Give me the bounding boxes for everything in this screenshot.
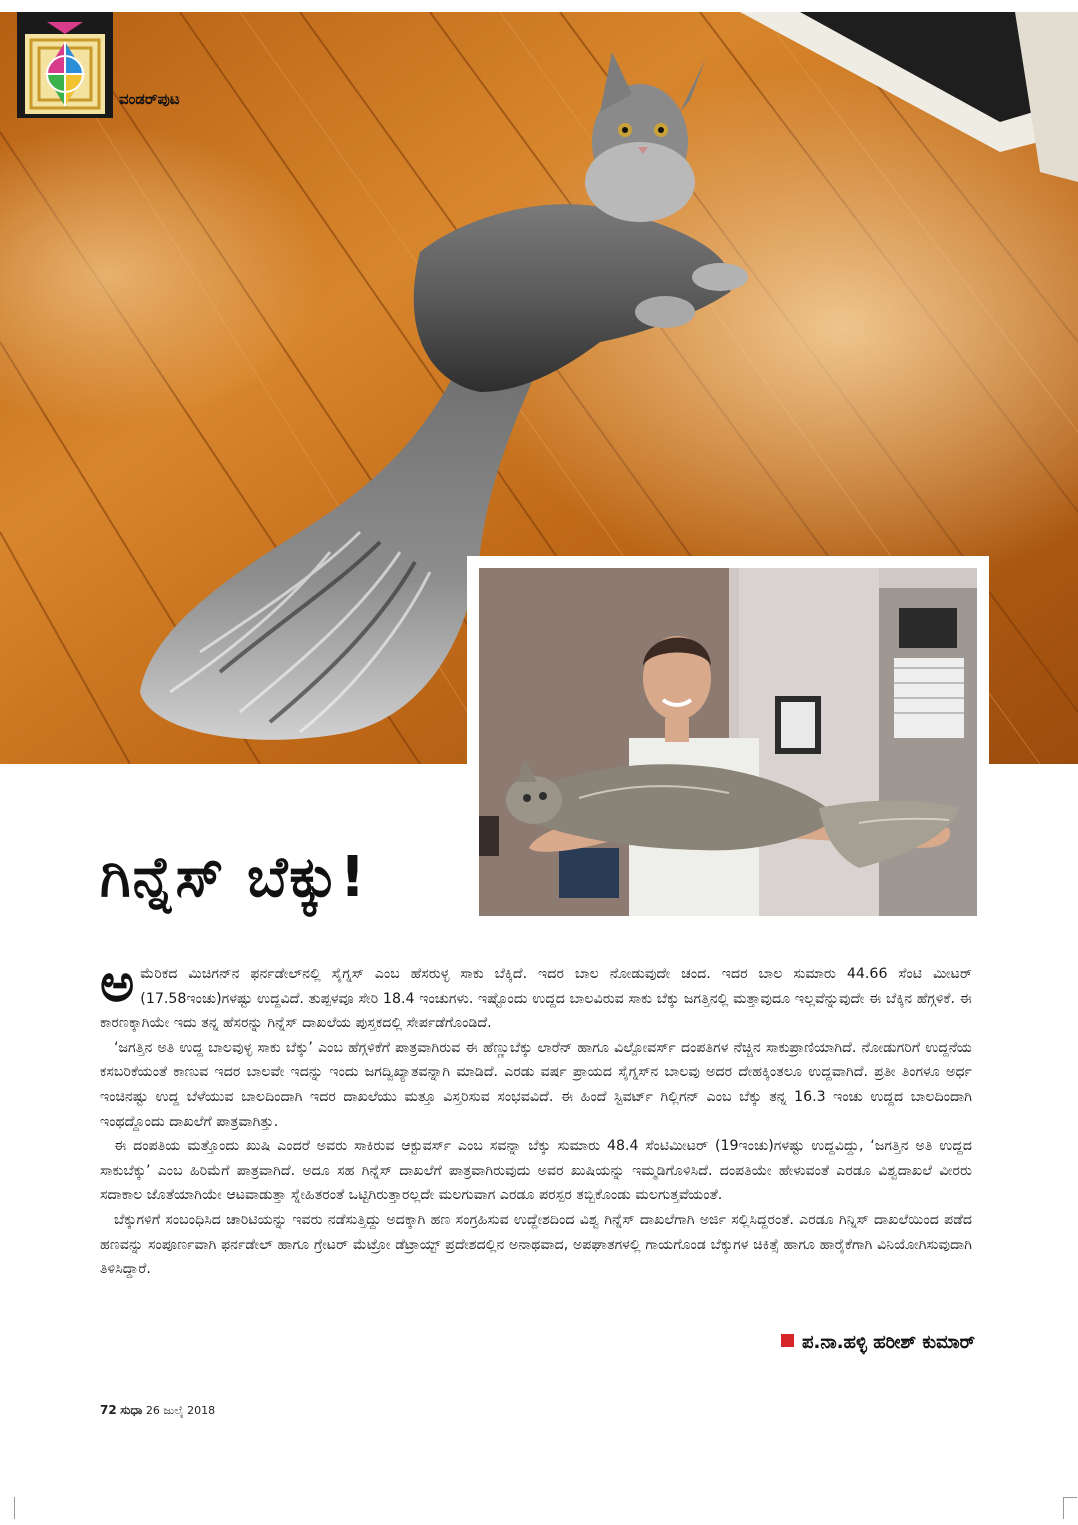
article-paragraph: ಈ ದಂಪತಿಯ ಮತ್ತೊಂದು ಖುಷಿ ಎಂದರೆ ಅವರು ಸಾಕಿರುವ ಆಕ್ಟುವರ್ಸ್ ಎಂಬ ಸವನ್ನಾ ಬೆಕ್ಕು ಸುಮಾರು 48.4 ಸೆಂಟಿಮೀಟರ್ (19ಇಂಚು)ಗಳಷ್ಟು ಉದ್ದವಿದ್ದು, ‘ಜಗತ್ತಿನ ಅತಿ ಉದ್ದದ ಸಾಕುಬೆಕ್ಕು’ ಎಂಬ ಹಿರಿಮೆಗೆ ಪಾತ್ರವಾಗಿದೆ. ಅದೂ ಸಹ ಗಿನ್ನೆಸ್ ದಾಖಲೆಗೆ ಪಾತ್ರವಾಗಿರುವುದು ಅವರ ಖುಷಿಯನ್ನು ಇಮ್ಮಡಿಗೊಳಿಸಿದೆ. ದಂಪತಿಯೇ ಹೇಳುವಂತೆ ಎರಡೂ ವಿಶ್ವದಾಖಲೆ ವೀರರು ಸದಾಕಾಲ ಜೊತೆಯಾಗಿಯೇ ಆಟವಾಡುತ್ತಾ ಸ್ನೇಹಿತರಂತೆ ಒಟ್ಟಿಗಿರುತ್ತಾರಲ್ಲದೇ ಮಲಗುವಾಗ ಎರಡೂ ಪರಸ್ಪರ ತಬ್ಬಿಕೊಂಡು ಮಲಗುತ್ತವೆಯಂತೆ.: [100, 1138, 972, 1204]
author-byline: ಪ.ನಾ.ಹಳ್ಳಿ ಹರೀಶ್ ಕುಮಾರ್: [781, 1332, 975, 1353]
crop-mark: [1063, 1497, 1064, 1519]
section-logo: [17, 12, 113, 118]
section-label: ವಂಡರ್‌ಪುಟ: [119, 90, 180, 108]
page-folio: [100, 1403, 215, 1418]
drop-cap: ಅ: [100, 954, 135, 1014]
article-body: [100, 954, 972, 1282]
inset-photo-frame: [467, 556, 989, 928]
inset-photo: [479, 568, 977, 916]
article-paragraph: ‘ಜಗತ್ತಿನ ಅತಿ ಉದ್ದ ಬಾಲವುಳ್ಳ ಸಾಕು ಬೆಕ್ಕು’ ಎಂಬ ಹೆಗ್ಗಳಿಕೆಗೆ ಪಾತ್ರವಾಗಿರುವ ಈ ಹೆಣ್ಣುಬೆಕ್ಕು ಲಾರೆನ್ ಹಾಗೂ ವಿಲ್ಪೋವರ್ಸ್ ದಂಪತಿಗಳ ನೆಚ್ಚಿನ ಸಾಕುಪ್ರಾಣಿಯಾಗಿದೆ. ನೋಡುಗರಿಗೆ ಉದ್ದನೆಯ ಕಸಬರಿಕೆಯಂತೆ ಕಾಣುವ ಇದರ ಬಾಲವೇ ಇದನ್ನು ಇಂದು ಜಗದ್ವಿಖ್ಯಾತವನ್ನಾಗಿ ಮಾಡಿದೆ. ಎರಡು ವರ್ಷ ಪ್ರಾಯದ ಸೈಗ್ನಸ್‌ನ ಬಾಲವು ಅದರ ದೇಹಕ್ಕಿಂತಲೂ ಉದ್ದವಾಗಿದೆ. ಪ್ರತೀ ತಿಂಗಳೂ ಅರ್ಧ ಇಂಚಿನಷ್ಟು ಉದ್ದ ಬೆಳೆಯುವ ಬಾಲದಿಂದಾಗಿ ಇದರ ದಾಖಲೆಯು ಮತ್ತೂ ವಿಸ್ತರಿಸುವ ಸಂಭವವಿದೆ. ಈ ಹಿಂದೆ ಸ್ಟಿವರ್ಟ್ ಗಿಲ್ಲಿಗನ್ ಎಂಬ ಬೆಕ್ಕು ತನ್ನ 16.3 ಇಂಚು ಉದ್ದದ ಬಾಲದಿಂದಾಗಿ ಇಂಥದ್ದೊಂದು ದಾಖಲೆಗೆ ಪಾತ್ರವಾಗಿತ್ತು.: [100, 1039, 972, 1130]
crop-mark: [1063, 1497, 1077, 1498]
crop-mark: [14, 1497, 15, 1519]
page-number: 72: [100, 1403, 117, 1417]
article-paragraph: ಅಮೆರಿಕದ ಮಿಚಿಗನ್‌ನ ಫರ್ನಡೇಲ್‌ನಲ್ಲಿ ಸೈಗ್ನಸ್ ಎಂಬ ಹೆಸರುಳ್ಳ ಸಾಕು ಬೆಕ್ಕಿದೆ. ಇದರ ಬಾಲ ನೋಡುವುದೇ ಚಂದ. ಇದರ ಬಾಲ ಸುಮಾರು 44.66 ಸೆಂಟಿ ಮೀಟರ್ (17.58ಇಂಚು)ಗಳಷ್ಟು ಉದ್ದವಿದೆ. ತುಪ್ಪಳವೂ ಸೇರಿ 18.4 ಇಂಚುಗಳು. ಇಷ್ಟೊಂದು ಉದ್ದದ ಬಾಲವಿರುವ ಸಾಕು ಬೆಕ್ಕು ಜಗತ್ತಿನಲ್ಲಿ ಮತ್ತಾವುದೂ ಇಲ್ಲವೆನ್ನುವುದೇ ಈ ಬೆಕ್ಕಿನ ಹೆಗ್ಗಳಿಕೆ. ಈ ಕಾರಣಕ್ಕಾಗಿಯೇ ಇದು ತನ್ನ ಹೆಸರನ್ನು ಗಿನ್ನೆಸ್ ದಾಖಲೆಯ ಪುಸ್ತಕದಲ್ಲಿ ಸೇರ್ಪಡೆಗೊಂಡಿದೆ.: [100, 954, 972, 1032]
article-paragraph: ಬೆಕ್ಕುಗಳಿಗೆ ಸಂಬಂಧಿಸಿದ ಚಾರಿಟಿಯನ್ನು ಇವರು ನಡೆಸುತ್ತಿದ್ದು ಅದಕ್ಕಾಗಿ ಹಣ ಸಂಗ್ರಹಿಸುವ ಉದ್ದೇಶದಿಂದ ವಿಶ್ವ ಗಿನ್ನೆಸ್ ದಾಖಲೆಗಾಗಿ ಅರ್ಜಿ ಸಲ್ಲಿಸಿದ್ದರಂತೆ. ಎರಡೂ ಗಿನ್ನಿಸ್ ದಾಖಲೆಯಿಂದ ಪಡೆದ ಹಣವನ್ನು ಸಂಪೂರ್ಣವಾಗಿ ಫರ್ನಡೇಲ್ ಹಾಗೂ ಗ್ರೇಟರ್ ಮೆಟ್ರೋ ಡೆಟ್ರಾಯ್ಟ್ ಪ್ರದೇಶದಲ್ಲಿನ ಅನಾಥವಾದ, ಅಪಘಾತಗಳಲ್ಲಿ ಗಾಯಗೊಂಡ ಬೆಕ್ಕುಗಳ ಚಿಕಿತ್ಸೆ ಹಾಗೂ ಹಾರೈಕೆಗಾಗಿ ವಿನಿಯೋಗಿಸುವುದಾಗಿ ತಿಳಿಸಿದ್ದಾರೆ.: [100, 1211, 972, 1278]
article-headline: ಗಿನ್ನೆಸ್ ಬೆಕ್ಕು!: [100, 845, 368, 910]
issue-date: 26 ಜುಲೈ 2018: [145, 1404, 216, 1417]
byline-square-icon: [781, 1334, 794, 1347]
magazine-name: ಸುಧಾ: [120, 1403, 143, 1417]
